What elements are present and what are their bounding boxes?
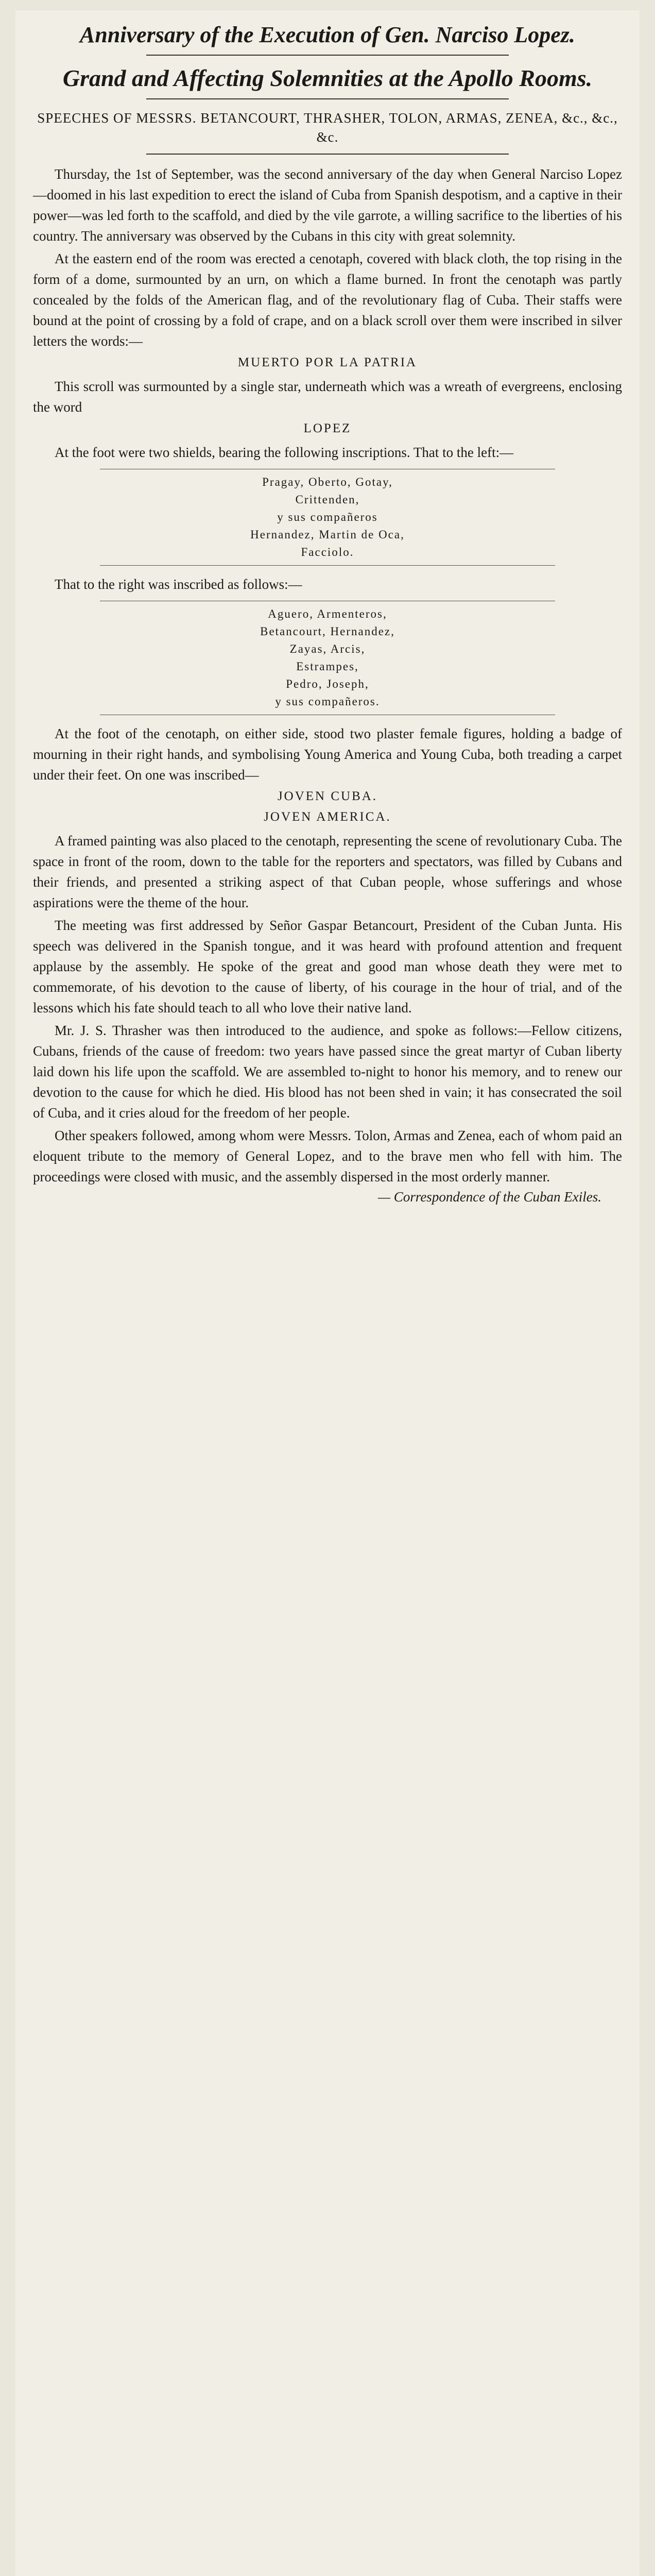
subheadline-rule: [146, 98, 509, 99]
figure-inscription-cuba: JOVEN CUBA.: [277, 789, 378, 804]
inscription-line: Aguero, Armenteros,: [268, 607, 387, 621]
article-paragraph: The meeting was first addressed by Señor Gaspar Betancourt, President of the Cuban Junta. His speech was delivered in the Spanish tongue, and it was heard with profound attention and frequent applause by the assembly. He spoke of the great and good man whose death they were met to commemorate, of his devotion to the cause of liberty, of his courage in the hour of trial, and of the lessons which his fate should teach to all who love their native land.: [33, 918, 622, 1016]
inscription-line: Pedro, Joseph,: [286, 677, 369, 691]
subhead-rule: [146, 154, 509, 155]
newspaper-page: [15, 10, 640, 2576]
article-paragraph: This scroll was surmounted by a single star, underneath which was a wreath of evergreens, enclosing the word: [33, 379, 622, 415]
inscription-line: Crittenden,: [295, 493, 360, 506]
article-paragraph: A framed painting was also placed to the cenotaph, representing the scene of revolutionary Cuba. The space in front of the room, down to the table for the reporters and spectators, was filled by Cubans and their friends, and presented a striking aspect of that Cuban people, whose sufferings and whose aspirations were the theme of the hour.: [33, 833, 622, 911]
speeches-subhead: SPEECHES OF MESSRS. BETANCOURT, THRASHER, TOLON, ARMAS, ZENEA, &c., &c., &c.: [37, 110, 618, 145]
headline-rule: [146, 55, 509, 56]
article-paragraph: Mr. J. S. Thrasher was then introduced to the audience, and spoke as follows:—Fellow citizens, Cubans, friends of the cause of freedom: two years have passed since the great martyr of Cuban liberty laid down his life upon the scaffold. We are assembled to-night to honor his memory, and to renew our devotion to the cause for which he died. His blood has not been shed in vain; it has consecrated the soil of Cuba, and it cries aloud for the freedom of her people.: [33, 1023, 622, 1121]
inscription-line: Facciolo.: [301, 546, 354, 559]
inscription-line: Zayas, Arcis,: [289, 642, 366, 656]
article-paragraph: That to the right was inscribed as follows:—: [55, 577, 302, 592]
article-signoff: — Correspondence of the Cuban Exiles.: [378, 1189, 601, 1205]
wreath-inscription: LOPEZ: [303, 421, 352, 436]
left-shield-inscription: [100, 469, 555, 566]
right-shield-inscription: [100, 601, 555, 715]
article-headline: Anniversary of the Execution of Gen. Narciso Lopez.: [80, 22, 575, 47]
inscription-line: y sus compañeros: [277, 511, 378, 524]
inscription-line: Pragay, Oberto, Gotay,: [262, 476, 393, 489]
article-paragraph: At the foot of the cenotaph, on either side, stood two plaster female figures, holding a badge of mourning in their right hands, and symbolising Young America and Young Cuba, both treading a carpet under their feet. On one was inscribed—: [33, 726, 622, 783]
inscription-line: Estrampes,: [296, 660, 359, 673]
article-paragraph: Thursday, the 1st of September, was the second anniversary of the day when General Narciso Lopez—doomed in his last expedition to erect the island of Cuba from Spanish despotism, and a captive in their power—was led forth to the scaffold, and died by the vile garrote, a willing sacrifice to the liberties of his country. The anniversary was observed by the Cubans in this city with great solemnity.: [33, 166, 622, 244]
article-paragraph: Other speakers followed, among whom were Messrs. Tolon, Armas and Zenea, each of whom paid an eloquent tribute to the memory of General Lopez, and to the brave men who fell with him. The proceedings were closed with music, and the assembly dispersed in the most orderly manner.: [33, 1128, 622, 1185]
inscription-line: y sus compañeros.: [275, 695, 380, 708]
article-subheadline: Grand and Affecting Solemnities at the Apollo Rooms.: [62, 65, 593, 92]
scroll-inscription: MUERTO POR LA PATRIA: [237, 355, 418, 370]
inscription-line: Betancourt, Hernandez,: [260, 625, 395, 638]
inscription-line: Hernandez, Martin de Oca,: [250, 528, 405, 541]
article-paragraph: At the eastern end of the room was erected a cenotaph, covered with black cloth, the top rising in the form of a dome, surmounted by an urn, on which a flame burned. In front the cenotaph was partly concealed by the folds of the American flag, and of the revolutionary flag of Cuba. Their staffs were bound at the point of crossing by a fold of crape, and on a black scroll over them were inscribed in silver letters the words:—: [33, 251, 622, 349]
article-paragraph: At the foot were two shields, bearing the following inscriptions. That to the left:—: [55, 445, 514, 461]
figure-inscription-america: JOVEN AMERICA.: [264, 810, 391, 824]
